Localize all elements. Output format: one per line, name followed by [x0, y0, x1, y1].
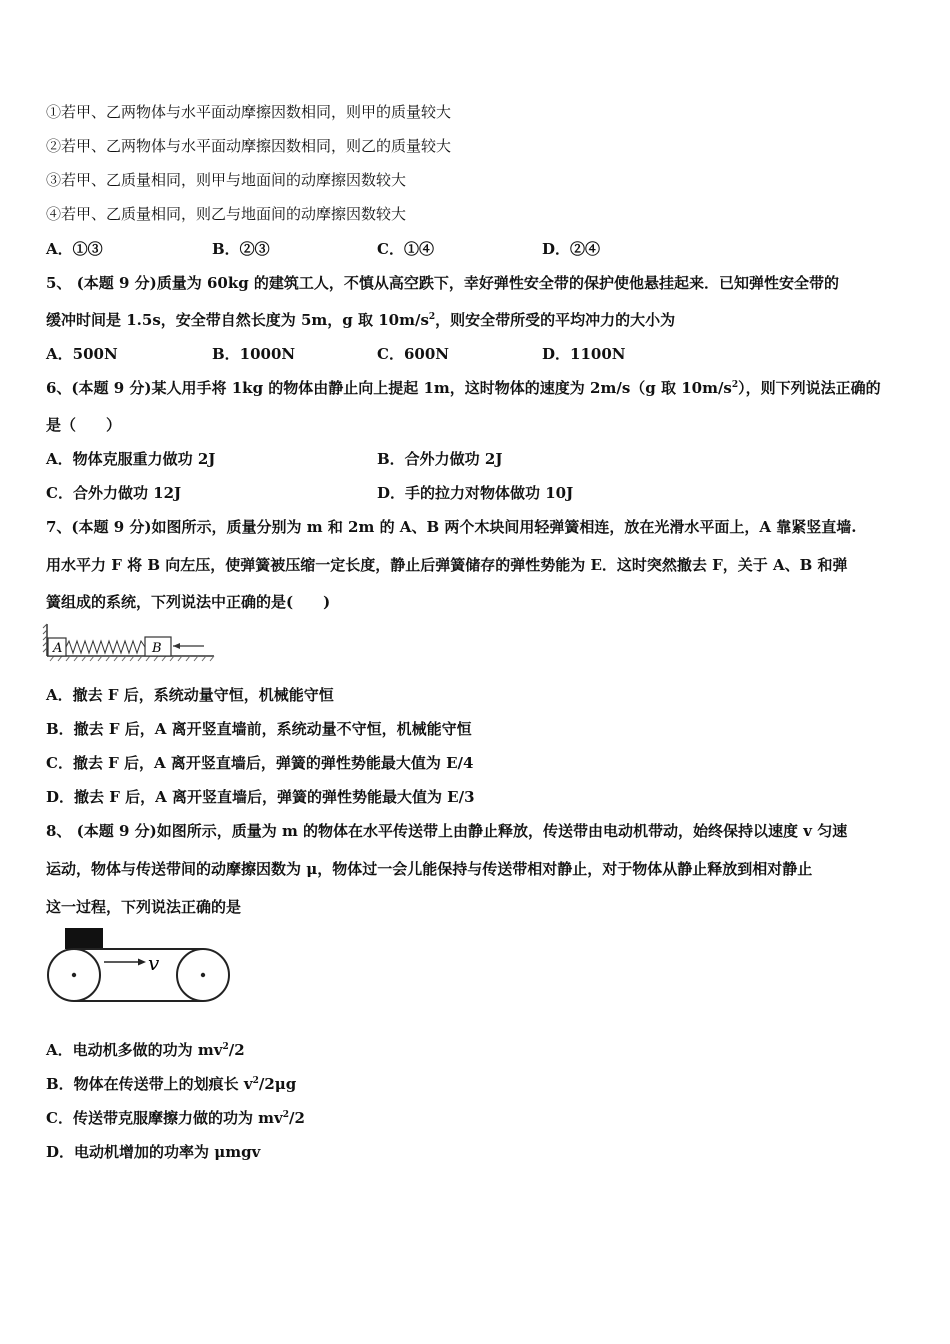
q7-option-b: B．撤去 F 后，A 离开竖直墙前，系统动量不守恒，机械能守恒: [46, 720, 472, 738]
q8-option-d: D．电动机增加的功率为 μmgv: [46, 1143, 261, 1161]
q7-stem-line: 7、(本题 9 分)如图所示，质量分别为 m 和 2m 的 A、B 两个木块间用轻弹簧相连，放在光滑水平面上，A 靠紧竖直墙.: [46, 518, 857, 536]
q4-option-b: B．②③: [212, 240, 270, 258]
q6-option-d: D．手的拉力对物体做功 10J: [377, 484, 574, 502]
q7-option-a: A．撤去 F 后，系统动量守恒，机械能守恒: [46, 686, 334, 704]
q8-option-a: A．电动机多做的功为 $mv^2/2$: [46, 1041, 245, 1059]
object-block: [65, 928, 103, 949]
q7-option-c: C．撤去 F 后，A 离开竖直墙后，弹簧的弹性势能最大值为 E/4: [46, 754, 474, 772]
q5-stem-line: 5、 (本题 9 分)质量为 60kg 的建筑工人，不慎从高空跌下，幸好弹性安全带的保护使他悬挂起来．已知弹性安全带的: [46, 274, 839, 292]
spring-blocks-figure: [42, 622, 222, 662]
q8-option-c: C．传送带克服摩擦力做的功为 $mv^2/2$: [46, 1109, 305, 1127]
spring: [66, 641, 145, 653]
q8-stem-line: 8、 (本题 9 分)如图所示，质量为 m 的物体在水平传送带上由静止释放，传送带由电动机带动，始终保持以速度 v 匀速: [46, 822, 848, 840]
statement-item: ②若甲、乙两物体与水平面动摩擦因数相同，则乙的质量较大: [46, 137, 452, 155]
statement-item: ④若甲、乙质量相同，则乙与地面间的动摩擦因数较大: [46, 205, 407, 223]
force-arrow: [173, 643, 204, 649]
block-a-label: A: [53, 641, 63, 656]
q5-option-c: C．600N: [377, 345, 449, 363]
q6-stem-line: 是（ ）: [46, 416, 122, 434]
q4-option-d: D．②④: [542, 240, 601, 258]
q6-option-a: A．物体克服重力做功 2J: [46, 450, 216, 468]
q4-option-c: C．①④: [377, 240, 434, 258]
q4-option-a: A．①③: [46, 240, 103, 258]
ground: [47, 656, 214, 661]
statement-item: ③若甲、乙质量相同，则甲与地面间的动摩擦因数较大: [46, 171, 407, 189]
q5-option-b: B．1000N: [212, 345, 296, 363]
q7-stem-line: 簧组成的系统，下列说法中正确的是( ): [46, 593, 331, 611]
q7-option-d: D．撤去 F 后，A 离开竖直墙后，弹簧的弹性势能最大值为 E/3: [46, 788, 475, 806]
q5-option-d: D．1100N: [542, 345, 626, 363]
q8-stem-line: 运动，物体与传送带间的动摩擦因数为 μ，物体过一会儿能保持与传送带相对静止，对于物体从静止释放到相对静止: [46, 860, 813, 878]
q5-stem-line: 缓冲时间是 1.5s，安全带自然长度为 5m，g 取 $10m/s^2$，则安全带所受的平均冲力的大小为: [46, 311, 676, 329]
velocity-label: v: [148, 951, 160, 975]
q6-stem-line: 6、(本题 9 分)某人用手将 1kg 的物体由静止向上提起 1m，这时物体的速度为 2m/s（g 取 $10m/s^2$），则下列说法正确的: [46, 379, 881, 397]
statement-item: ①若甲、乙两物体与水平面动摩擦因数相同，则甲的质量较大: [46, 103, 452, 121]
q8-option-b: B．物体在传送带上的划痕长 $v^2/2\mu g$: [46, 1075, 297, 1093]
conveyor-belt-figure: [44, 925, 234, 1005]
wall: [43, 624, 47, 656]
q6-option-b: B．合外力做功 2J: [377, 450, 503, 468]
q5-option-a: A．500N: [46, 345, 118, 363]
q7-stem-line: 用水平力 F 将 B 向左压，使弹簧被压缩一定长度，静止后弹簧储存的弹性势能为 E．这时突然撤去 F，关于 A、B 和弹: [46, 556, 848, 574]
velocity-arrow: [104, 959, 146, 966]
q6-option-c: C．合外力做功 12J: [46, 484, 182, 502]
q8-stem-line: 这一过程，下列说法正确的是: [46, 898, 242, 916]
block-b-label: B: [152, 641, 162, 656]
